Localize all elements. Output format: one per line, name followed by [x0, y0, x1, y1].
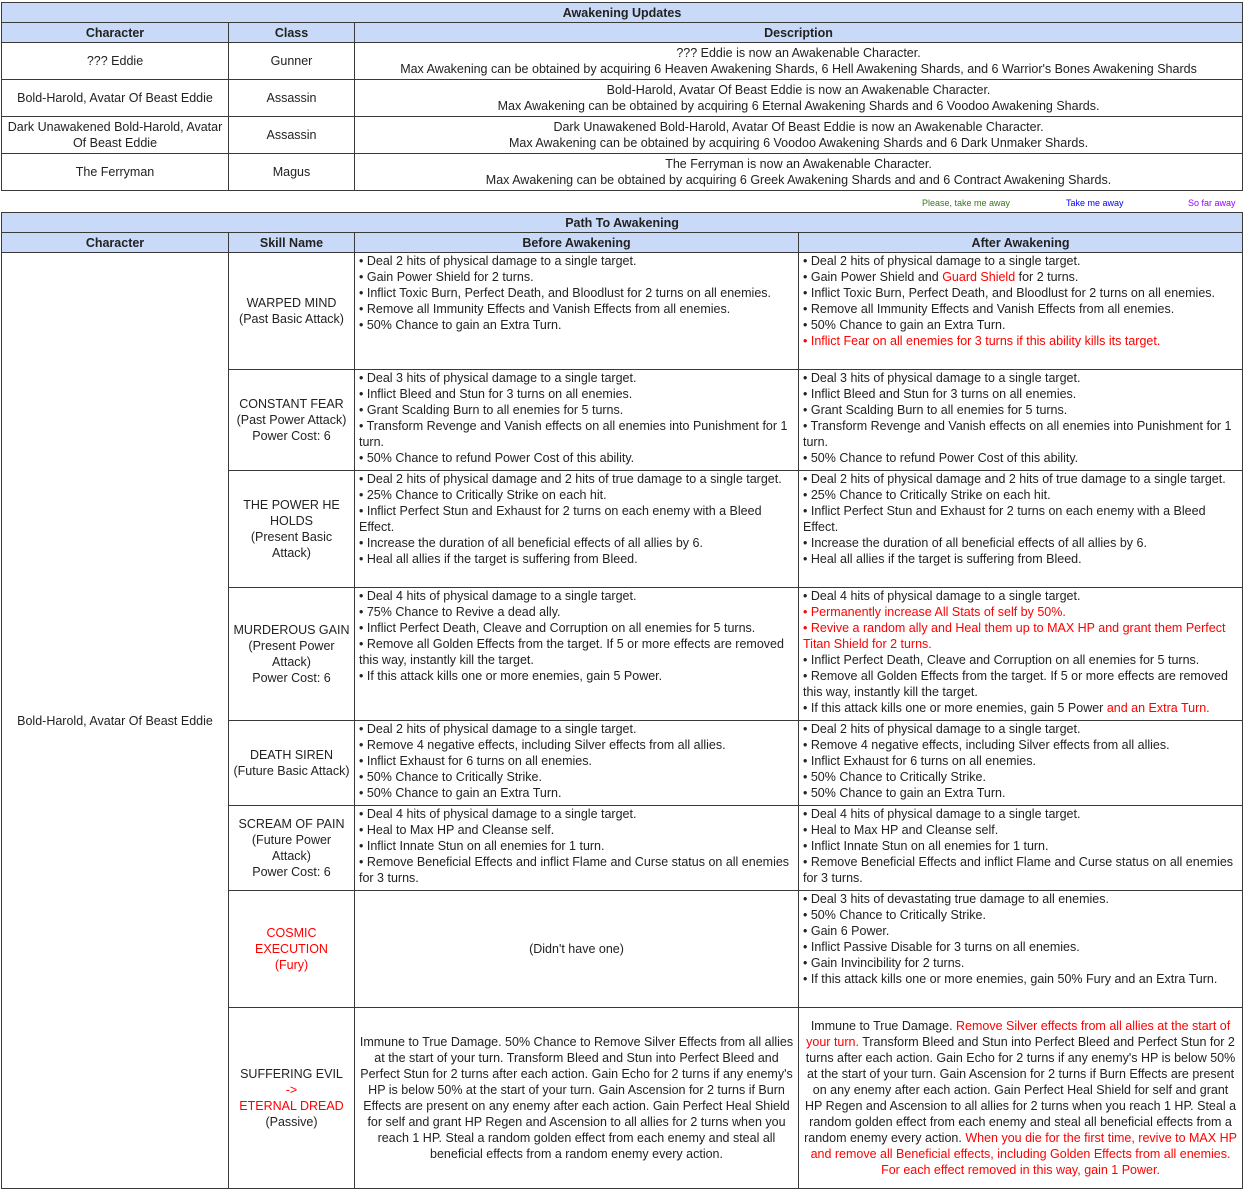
skill-name: THE POWER HE HOLDS (Present Basic Attack) [229, 471, 355, 588]
after-awakening-cell: • Deal 2 hits of physical damage to a single target. • Remove 4 negative effects, including Silver effects from all allies. • Inflict Exhaust for 6 turns on all enemies. • 50% Chance to Critically Strike. • 50% Chance to gain an Extra Turn. [799, 721, 1243, 806]
skill-name: COSMIC EXECUTION (Fury) [229, 891, 355, 1008]
header-class: Class [229, 23, 355, 43]
update-class: Assassin [229, 80, 355, 117]
header-character: Character [2, 23, 229, 43]
skill-name: CONSTANT FEAR (Past Power Attack) Power Cost: 6 [229, 370, 355, 471]
skill-name: SCREAM OF PAIN (Future Power Attack) Power Cost: 6 [229, 806, 355, 891]
update-class: Magus [229, 154, 355, 191]
after-awakening-cell: • Deal 4 hits of physical damage to a single target. • Permanently increase All Stats of self by 50%. • Revive a random ally and Heal them up to MAX HP and grant them Perfect Titan Shield for 2 turns. • Inflict Perfect Death, Cleave and Corruption on all enemies for 5 turns. • Remove all Golden Effects from the target. If 5 or more effects are removed this way, instantly kill the target. • If this attack kills one or more enemies, gain 5 Power and an Extra Turn. [799, 588, 1243, 721]
after-awakening-cell: • Deal 3 hits of physical damage to a single target. • Inflict Bleed and Stun for 3 turns on all enemies. • Grant Scalding Burn to all enemies for 5 turns. • Transform Revenge and Vanish effects on all enemies into Punishment for 1 turn. • 50% Chance to refund Power Cost of this ability. [799, 370, 1243, 471]
header-before-awakening: Before Awakening [355, 233, 799, 253]
update-description: Dark Unawakened Bold-Harold, Avatar Of Beast Eddie is now an Awakenable Character. Max Awakening can be obtained by acquiring 6 Voodoo Awakening Shards and 6 Dark Unmaker Shards. [355, 117, 1243, 154]
update-description: ??? Eddie is now an Awakenable Character. Max Awakening can be obtained by acquiring 6 Heaven Awakening Shards, 6 Hell Awakening Shards, and 6 Warrior's Bones Awakening Shards [355, 43, 1243, 80]
update-class: Assassin [229, 117, 355, 154]
legend-text-green: Please, take me away [922, 198, 1011, 208]
update-class: Gunner [229, 43, 355, 80]
awakening-updates-table [1, 2, 1243, 191]
after-awakening-cell: • Deal 2 hits of physical damage to a single target. • Gain Power Shield and Guard Shield for 2 turns. • Inflict Toxic Burn, Perfect Death, and Bloodlust for 2 turns on all enemies. • Remove all Immunity Effects and Vanish Effects from all enemies. • 50% Chance to gain an Extra Turn. • Inflict Fear on all enemies for 3 turns if this ability kills its target. [799, 253, 1243, 370]
update-character: Bold-Harold, Avatar Of Beast Eddie [2, 80, 229, 117]
header-after-awakening: After Awakening [799, 233, 1243, 253]
before-awakening-cell: • Deal 2 hits of physical damage and 2 hits of true damage to a single target. • 25% Chance to Critically Strike on each hit. • Inflict Perfect Stun and Exhaust for 2 turns on each enemy with a Bleed Effect. • Increase the duration of all beneficial effects of all allies by 6. • Heal all allies if the target is suffering from Bleed. [355, 471, 799, 588]
header-description: Description [355, 23, 1243, 43]
before-awakening-cell: Immune to True Damage. 50% Chance to Remove Silver Effects from all allies at the start of your turn. Transform Bleed and Stun into Perfect Bleed and Perfect Stun for 2 turns after each action. Gain Echo for 2 turns if any enemy's HP is below 50% at the start of your turn. Gain Ascension for 2 turns if Burn Effects are present on any enemy after each action. Gain Perfect Heal Shield for self and grant HP Regen and Ascension to all allies for 2 turns when you reach 1 HP. Steal a random golden effect from each enemy and steal all beneficial effects from a random enemy every action. [355, 1008, 799, 1189]
after-awakening-cell: • Deal 4 hits of physical damage to a single target. • Heal to Max HP and Cleanse self. • Inflict Innate Stun on all enemies for 1 turn. • Remove Beneficial Effects and inflict Flame and Curse status on all enemies for 3 turns. [799, 806, 1243, 891]
table-row [2, 253, 1243, 370]
table-row [2, 80, 1243, 117]
table-row [2, 43, 1243, 80]
header-character: Character [2, 233, 229, 253]
skill-name: MURDEROUS GAIN (Present Power Attack) Power Cost: 6 [229, 588, 355, 721]
before-awakening-cell: • Deal 2 hits of physical damage to a single target. • Remove 4 negative effects, including Silver effects from all allies. • Inflict Exhaust for 6 turns on all enemies. • 50% Chance to Critically Strike. • 50% Chance to gain an Extra Turn. [355, 721, 799, 806]
legend-text-blue: Take me away [1066, 198, 1124, 208]
skill-name: SUFFERING EVIL -> ETERNAL DREAD (Passive) [229, 1008, 355, 1189]
before-awakening-cell: • Deal 4 hits of physical damage to a single target. • 75% Chance to Revive a dead ally. • Inflict Perfect Death, Cleave and Corruption on all enemies for 5 turns. • Remove all Golden Effects from the target. If 5 or more effects are removed this way, instantly kill the target. • If this attack kills one or more enemies, gain 5 Power. [355, 588, 799, 721]
update-character: ??? Eddie [2, 43, 229, 80]
before-awakening-cell: • Deal 2 hits of physical damage to a single target. • Gain Power Shield for 2 turns. • Inflict Toxic Burn, Perfect Death, and Bloodlust for 2 turns on all enemies. • Remove all Immunity Effects and Vanish Effects from all enemies. • 50% Chance to gain an Extra Turn. [355, 253, 799, 370]
after-awakening-cell: • Deal 2 hits of physical damage and 2 hits of true damage to a single target. • 25% Chance to Critically Strike on each hit. • Inflict Perfect Stun and Exhaust for 2 turns on each enemy with a Bleed Effect. • Increase the duration of all beneficial effects of all allies by 6. • Heal all allies if the target is suffering from Bleed. [799, 471, 1243, 588]
update-description: Bold-Harold, Avatar Of Beast Eddie is now an Awakenable Character. Max Awakening can be obtained by acquiring 6 Eternal Awakening Shards and 6 Voodoo Awakening Shards. [355, 80, 1243, 117]
update-character: The Ferryman [2, 154, 229, 191]
table-row [2, 154, 1243, 191]
header-skill-name: Skill Name [229, 233, 355, 253]
before-awakening-cell: (Didn't have one) [355, 891, 799, 1008]
after-awakening-cell: • Deal 3 hits of devastating true damage to all enemies. • 50% Chance to Critically Strike. • Gain 6 Power. • Inflict Passive Disable for 3 turns on all enemies. • Gain Invincibility for 2 turns. • If this attack kills one or more enemies, gain 50% Fury and an Extra Turn. [799, 891, 1243, 1008]
awakening-updates-title: Awakening Updates [2, 3, 1243, 23]
skill-name: WARPED MIND (Past Basic Attack) [229, 253, 355, 370]
path-to-awakening-table [1, 212, 1243, 1189]
before-awakening-cell: • Deal 3 hits of physical damage to a single target. • Inflict Bleed and Stun for 3 turns on all enemies. • Grant Scalding Burn to all enemies for 5 turns. • Transform Revenge and Vanish effects on all enemies into Punishment for 1 turn. • 50% Chance to refund Power Cost of this ability. [355, 370, 799, 471]
legend-text-purple: So far away [1188, 198, 1236, 208]
before-awakening-cell: • Deal 4 hits of physical damage to a single target. • Heal to Max HP and Cleanse self. • Inflict Innate Stun on all enemies for 1 turn. • Remove Beneficial Effects and inflict Flame and Curse status on all enemies for 3 turns. [355, 806, 799, 891]
skill-name: DEATH SIREN (Future Basic Attack) [229, 721, 355, 806]
after-awakening-cell: Immune to True Damage. Remove Silver effects from all allies at the start of your turn. Transform Bleed and Stun into Perfect Bleed and Perfect Stun for 2 turns after each action. Gain Echo for 2 turns if any enemy's HP is below 50% at the start of your turn. Gain Ascension for 2 turns if Burn Effects are present on any enemy after each action. Gain Perfect Heal Shield for self and grant HP Regen and Ascension to all allies for 2 turns when you reach 1 HP. Steal a random golden effect from each enemy and steal all beneficial effects from a random enemy every action. When you die for the first time, revive to MAX HP and remove all Beneficial effects, including Golden Effects from all enemies. For each effect removed in this way, gain 1 Power. [799, 1008, 1243, 1189]
table-row [2, 117, 1243, 154]
update-description: The Ferryman is now an Awakenable Character. Max Awakening can be obtained by acquiring 6 Greek Awakening Shards and and 6 Contract Awakening Shards. [355, 154, 1243, 191]
update-character: Dark Unawakened Bold-Harold, Avatar Of Beast Eddie [2, 117, 229, 154]
path-character: Bold-Harold, Avatar Of Beast Eddie [2, 253, 229, 1189]
path-title: Path To Awakening [2, 213, 1243, 233]
